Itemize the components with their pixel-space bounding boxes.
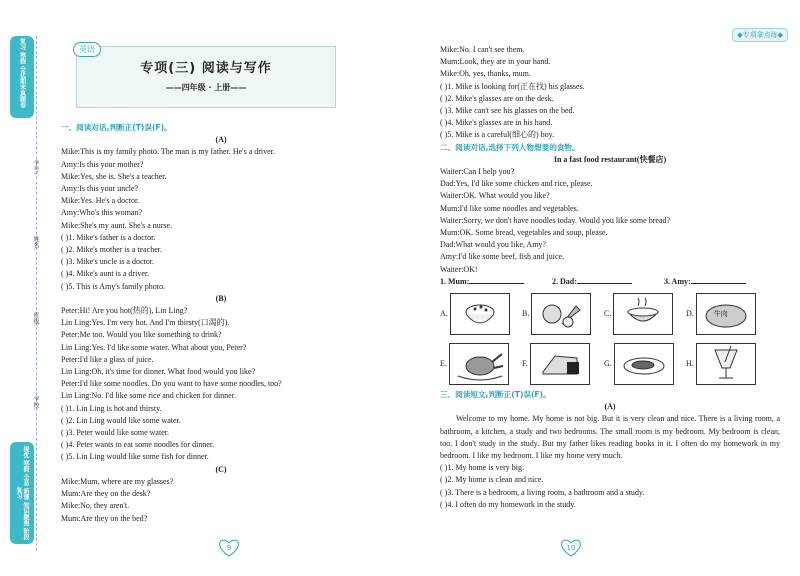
option-label: G. bbox=[604, 358, 612, 368]
answer-row bbox=[440, 276, 780, 288]
answer-blank[interactable] bbox=[469, 283, 524, 284]
question-item[interactable]: ( )2. Mike's mother is a teacher. bbox=[61, 245, 162, 255]
sidebar-tab-top-label: 复习 寒假 全优期末真题卷 bbox=[18, 38, 26, 109]
soup-icon bbox=[613, 293, 673, 335]
answer-mum-label: 1. Mum: bbox=[440, 276, 470, 286]
page-title: 专项(三) 阅读与写作 bbox=[140, 61, 272, 76]
answer-blank[interactable] bbox=[691, 283, 746, 284]
sidebar bbox=[10, 36, 37, 551]
dialog-line: Waiter:OK! bbox=[440, 264, 478, 274]
fish-icon bbox=[614, 343, 674, 385]
option-a[interactable] bbox=[440, 293, 522, 335]
part-a3-label: (A) bbox=[604, 402, 616, 412]
option-e[interactable] bbox=[440, 343, 522, 385]
dialog-line: Mike:She's my aunt. She's a nurse. bbox=[61, 220, 173, 230]
question-item[interactable]: ( )1. Mike is looking for(正在找) his glasses. bbox=[440, 81, 585, 91]
dialog-line: Amy:Is this your uncle? bbox=[61, 184, 139, 194]
page-number-left bbox=[218, 539, 240, 557]
dialog-line: Peter:Hi! Are you hot(热的), Lin Ling? bbox=[61, 306, 188, 316]
option-label: D. bbox=[686, 308, 694, 318]
vegetables-icon bbox=[531, 293, 591, 335]
page-number-right bbox=[560, 539, 582, 557]
option-c[interactable] bbox=[604, 293, 686, 335]
dialog-line: Mike:Oh, yes, thanks, mum. bbox=[440, 69, 531, 79]
beef-label: 牛肉 bbox=[713, 310, 728, 319]
option-label: C. bbox=[604, 308, 612, 318]
answer-mum[interactable] bbox=[440, 276, 552, 288]
dialog-line: Amy:Who's this woman? bbox=[61, 208, 142, 218]
questions-a bbox=[61, 232, 381, 293]
dialog-line: Lin Ling:Yes. I'd like some water. What about you, Peter? bbox=[61, 342, 247, 352]
subject-badge: 英语 bbox=[73, 42, 101, 57]
dialog-line: Waiter:Can I help you? bbox=[440, 167, 515, 177]
student-id-field: 学号: bbox=[32, 160, 39, 175]
answer-amy-label: 3. Amy: bbox=[664, 276, 691, 286]
dialog-a bbox=[61, 146, 381, 231]
answer-blank[interactable] bbox=[577, 283, 632, 284]
juice-icon bbox=[696, 343, 756, 385]
option-f[interactable] bbox=[522, 343, 604, 385]
question-item[interactable]: ( )2. Lin Ling would like some water. bbox=[61, 415, 181, 425]
section-header bbox=[76, 46, 336, 108]
question-item[interactable]: ( )3. There is a bedroom, a living room, a bathroom and a study. bbox=[440, 487, 645, 497]
option-label: E. bbox=[440, 358, 447, 368]
bread-icon bbox=[530, 343, 590, 385]
dialog-line: Amy:I'd like some beef, fish and juice. bbox=[440, 252, 565, 262]
question-item[interactable]: ( )4. Mike's aunt is a driver. bbox=[61, 269, 150, 279]
restaurant-title: In a fast food restaurant(快餐店) bbox=[553, 154, 667, 164]
section-2-heading: 二、阅读对话,选择下列人物想要的食物。 bbox=[440, 142, 580, 152]
questions-3 bbox=[440, 462, 780, 511]
dialog-line: Mike:Yes. He's a doctor. bbox=[61, 196, 140, 206]
top-badge: ◆专项拿点练◆ bbox=[732, 28, 788, 42]
rice-bowl-icon bbox=[450, 293, 510, 335]
question-item[interactable]: ( )3. Mike can't see his glasses on the bed. bbox=[440, 106, 575, 116]
dialog-line: Mum:Look, they are in your hand. bbox=[440, 57, 551, 67]
option-label: A. bbox=[440, 308, 448, 318]
question-item[interactable]: ( )1. Mike's father is a doctor. bbox=[61, 232, 156, 242]
question-item[interactable]: ( )4. Mike's glasses are in his hand. bbox=[440, 118, 553, 128]
question-item[interactable]: ( )2. Mike's glasses are on the desk. bbox=[440, 93, 554, 103]
dialog-line: Mike:No. I can't see them. bbox=[440, 45, 525, 54]
dialog-line: Mum:I'd like some noodles and vegetables. bbox=[440, 203, 579, 213]
page-number-label: 10 bbox=[566, 544, 576, 552]
dialog-c-continued bbox=[440, 44, 780, 81]
left-content bbox=[61, 122, 381, 525]
question-item[interactable]: ( )5. This is Amy's family photo. bbox=[61, 281, 165, 291]
dialog-line: Peter:I'd like a glass of juice. bbox=[61, 354, 154, 364]
beef-icon bbox=[696, 293, 756, 335]
question-item[interactable]: ( )3. Peter would like some water. bbox=[61, 428, 169, 438]
reading-passage: Welcome to my home. My home is not big. But it is very clean and nice. There is a living room, a bathroom, a kitchen, a study and two bedrooms. The small room is my bedroom. My bedroom is clean, too. I don't study in the study. But my father likes reading books in it. I often do my homework in my bedroom. I like my bedroom. I like my home very much. bbox=[440, 414, 780, 461]
option-label: F. bbox=[522, 358, 528, 368]
dialog-line: Amy:Is this your mother? bbox=[61, 159, 144, 169]
dialog-line: Mike:No, they aren't. bbox=[61, 501, 130, 511]
chicken-icon bbox=[449, 343, 509, 385]
school-field: 学校: bbox=[32, 396, 39, 411]
sidebar-tab-bottom-label: 提优 寒假 全易 新课 知识聚焦 阶段复习 bbox=[15, 445, 29, 541]
dialog-line: Mum:Are they on the desk? bbox=[61, 489, 151, 499]
dialog-line: Lin Ling:Yes. I'm very hot. And I'm thirsty(口渴的). bbox=[61, 318, 230, 328]
section-3-heading: 三、阅读短文,判断正(T)误(F)。 bbox=[440, 390, 551, 400]
question-item[interactable]: ( )4. I often do my homework in the study. bbox=[440, 499, 576, 509]
dialog-line: Waiter:OK. What would you like? bbox=[440, 191, 550, 201]
dialog-line: Peter:Me too. Would you like something to drink? bbox=[61, 330, 222, 340]
class-field: 班级: bbox=[32, 312, 39, 327]
answer-dad-label: 2. Dad: bbox=[552, 276, 577, 286]
dialog-b bbox=[61, 305, 381, 403]
dialog-line: Peter:I'd like some noodles. Do you want to have some noodles, too? bbox=[61, 379, 282, 389]
option-label: B. bbox=[522, 308, 530, 318]
name-field: 姓名: bbox=[32, 236, 39, 251]
question-item[interactable]: ( )4. Peter wants to eat some noodles for dinner. bbox=[61, 440, 215, 450]
dialog-c bbox=[61, 476, 381, 525]
option-d[interactable] bbox=[686, 293, 768, 335]
question-item[interactable]: ( )5. Mike is a careful(细心的) boy. bbox=[440, 130, 555, 140]
right-content bbox=[440, 44, 780, 511]
question-item[interactable]: ( )1. My home is very big. bbox=[440, 463, 524, 473]
questions-b bbox=[61, 403, 381, 464]
dialog-line: Mum:OK. Some bread, vegetables and soup, please. bbox=[440, 228, 608, 238]
dialog-line: Lin Ling:No. I'd like some rice and chicken for dinner. bbox=[61, 391, 236, 401]
questions-c bbox=[440, 81, 780, 142]
answer-amy[interactable] bbox=[664, 276, 776, 288]
dialog-line: Lin Ling:Oh, it's time for dinner. What food would you like? bbox=[61, 367, 256, 377]
food-pictures bbox=[440, 293, 780, 385]
sidebar-tab-bottom bbox=[10, 442, 34, 544]
option-h[interactable] bbox=[686, 343, 768, 385]
question-item[interactable]: ( )3. Mike's uncle is a doctor. bbox=[61, 257, 154, 267]
answer-dad[interactable] bbox=[552, 276, 664, 288]
option-b[interactable] bbox=[522, 293, 604, 335]
dialog-line: Mike:Yes, she is. She's a teacher. bbox=[61, 171, 167, 181]
part-c-label: (C) bbox=[215, 464, 227, 474]
option-label: H. bbox=[686, 358, 694, 368]
part-b-label: (B) bbox=[215, 293, 227, 303]
dialog-line: Dad:Yes, I'd like some chicken and rice, please. bbox=[440, 179, 593, 189]
question-item[interactable]: ( )1. Lin Ling is hot and thirsty. bbox=[61, 403, 162, 413]
dialog-restaurant bbox=[440, 166, 780, 276]
section-1-heading: 一、阅读对话,判断正(T)误(F)。 bbox=[61, 123, 172, 132]
part-a-label: (A) bbox=[215, 135, 227, 145]
dialog-line: Mike:Mum, where are my glasses? bbox=[61, 476, 174, 486]
dialog-line: Dad:What would you like, Amy? bbox=[440, 240, 546, 250]
dialog-line: Mike:This is my family photo. The man is my father. He's a driver. bbox=[61, 147, 275, 157]
sidebar-tab-top bbox=[10, 36, 34, 118]
dialog-line: Mum:Are they on the bed? bbox=[61, 513, 148, 523]
question-item[interactable]: ( )2. My home is clean and nice. bbox=[440, 475, 544, 485]
page-number-label: 9 bbox=[226, 544, 232, 552]
right-page bbox=[400, 0, 800, 576]
option-g[interactable] bbox=[604, 343, 686, 385]
question-item[interactable]: ( )5. Lin Ling would like some fish for dinner. bbox=[61, 452, 209, 462]
dialog-line: Waiter:Sorry, we don't have noodles today. Would you like some bread? bbox=[440, 215, 671, 225]
page-subtitle: ——四年级 · 上册—— bbox=[165, 83, 247, 92]
